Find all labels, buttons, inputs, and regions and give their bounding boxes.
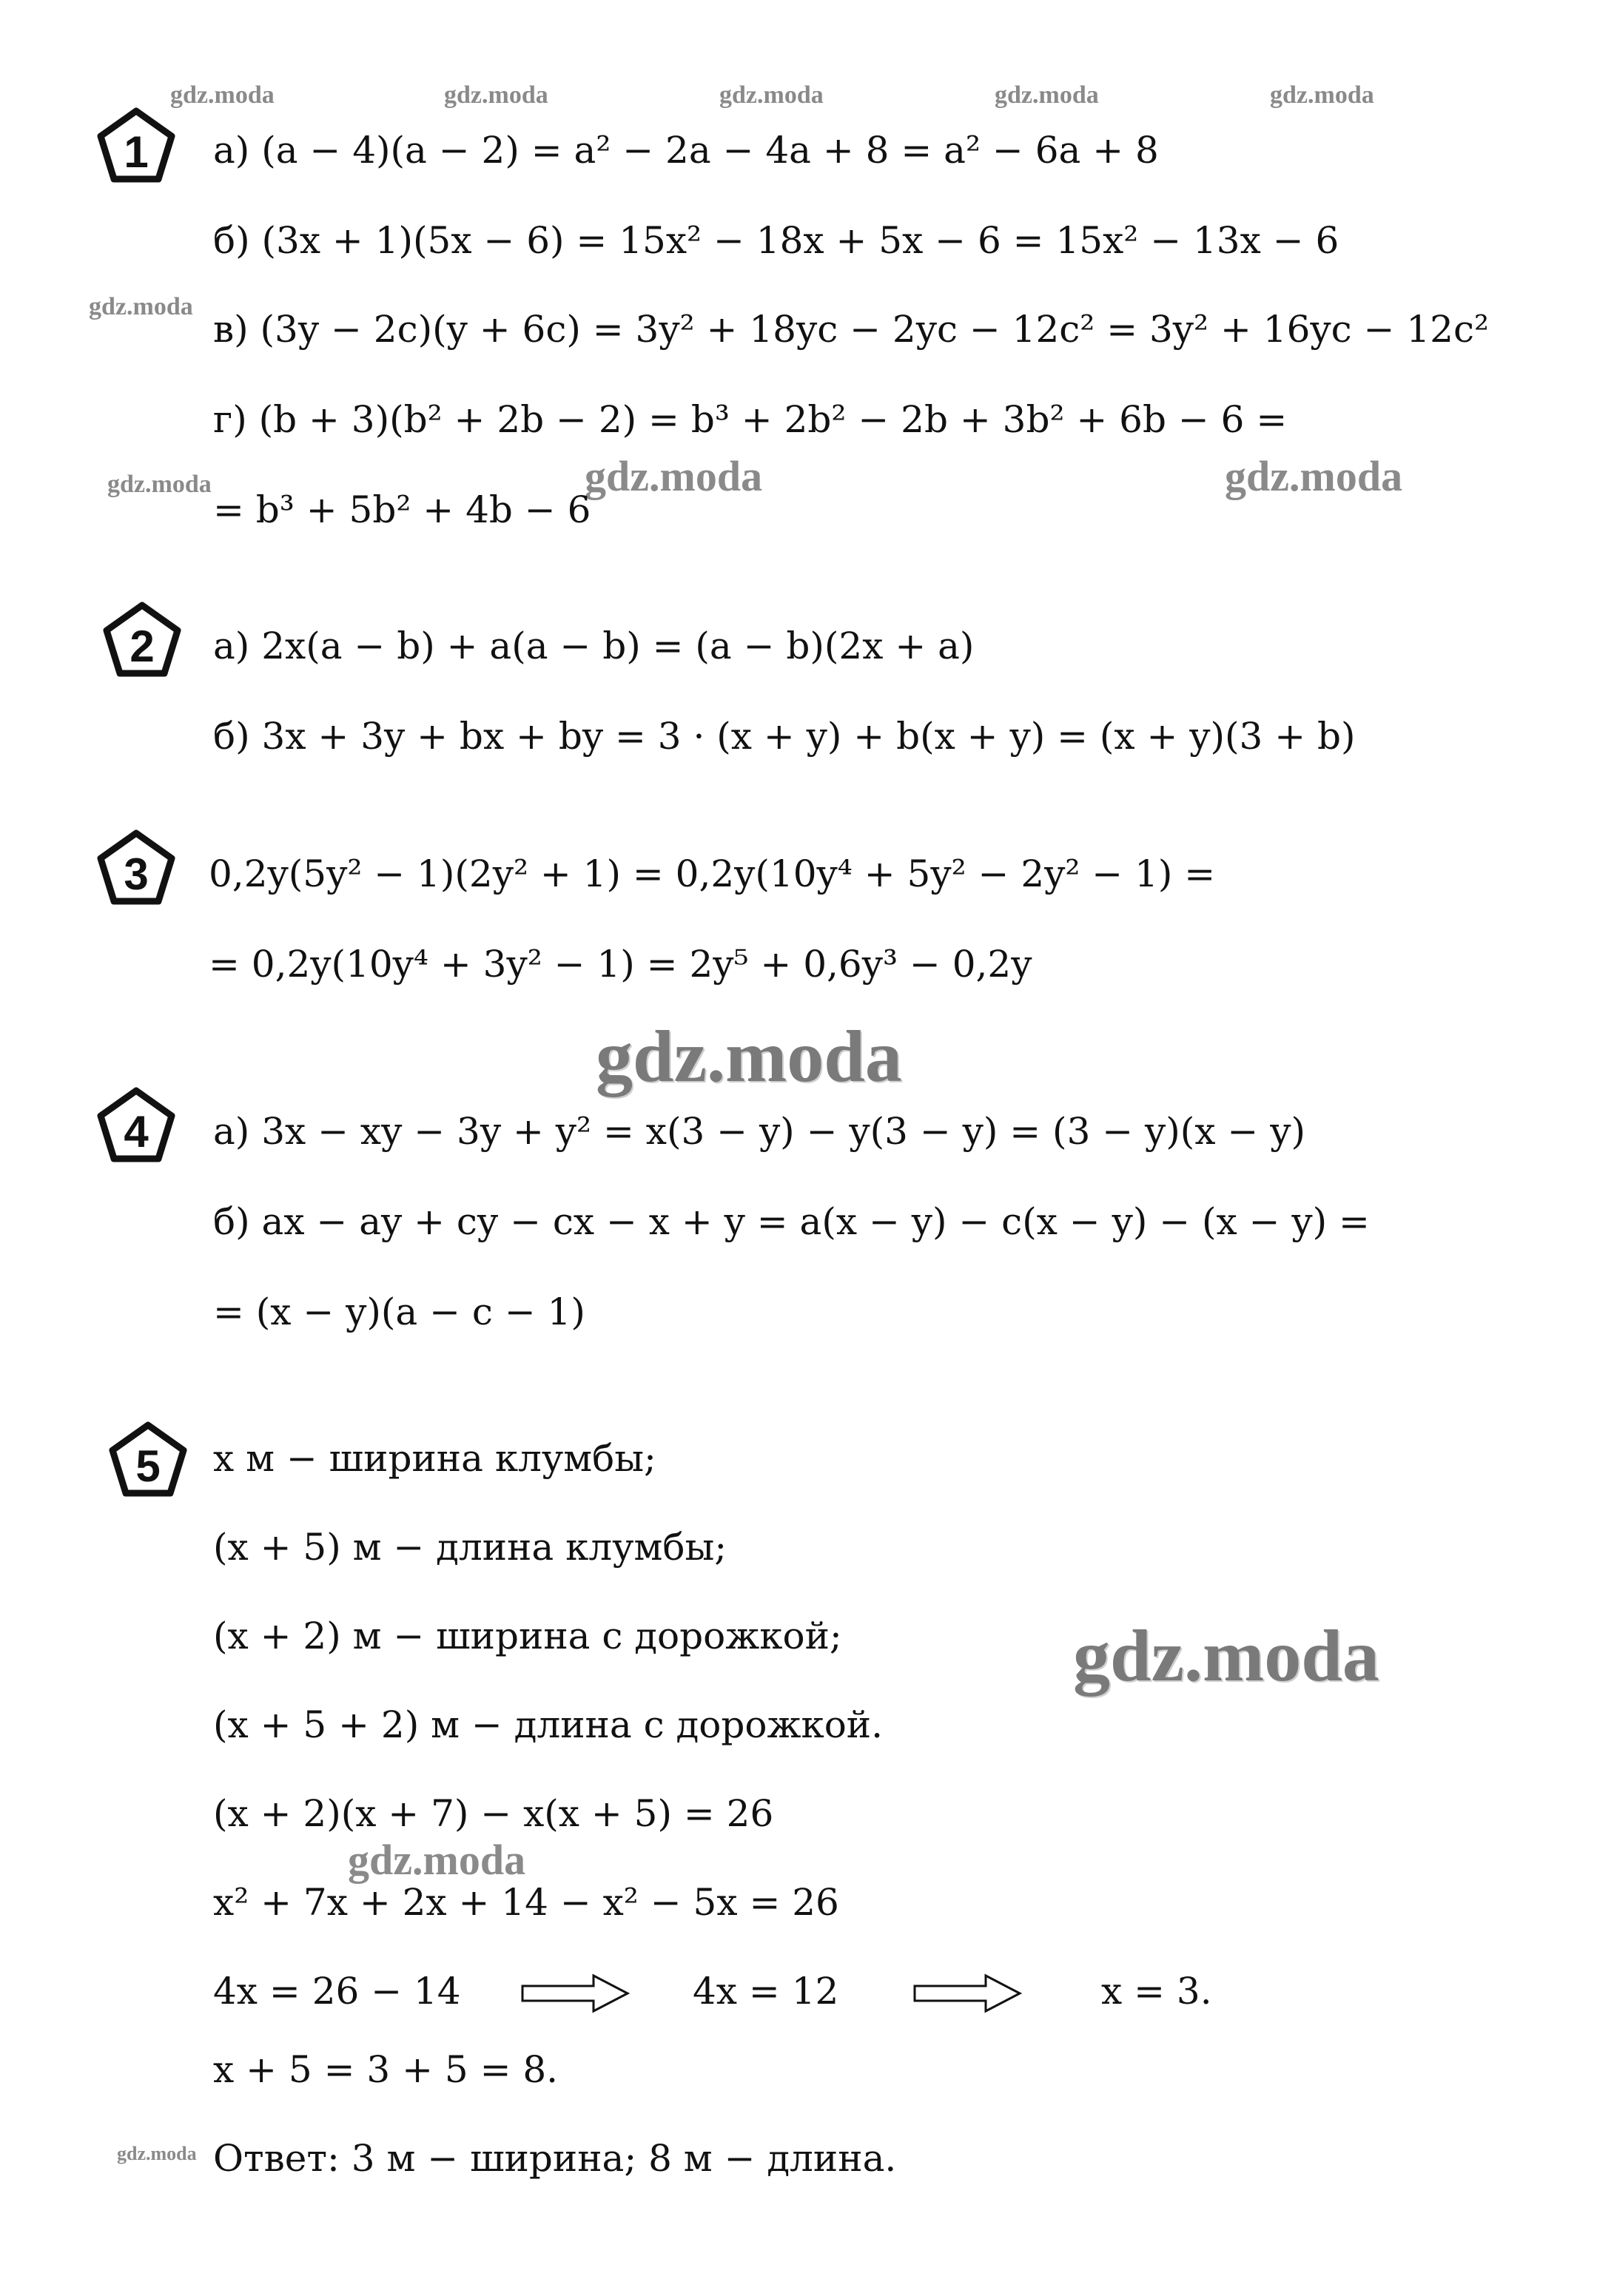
solution-line: г) (b + 3)(b² + 2b − 2) = b³ + 2b² − 2b + 3b² + 6b − 6 = [213,398,1288,441]
watermark: gdz.moda [444,81,548,109]
solution-line: = (x − y)(a − c − 1) [213,1290,585,1333]
solution-step: x = 3. [1101,1970,1212,2013]
solution-line: = b³ + 5b² + 4b − 6 [213,488,591,531]
watermark: gdz.moda [107,471,212,498]
watermark: gdz.moda [1073,1615,1379,1697]
watermark: gdz.moda [117,2143,197,2164]
watermark: gdz.moda [348,1836,526,1884]
pentagon-icon [101,599,184,679]
solution-line: а) 3x − xy − 3y + y² = x(3 − y) − y(3 − y) = (3 − y)(x − y) [213,1110,1305,1153]
svg-text:3: 3 [124,849,149,899]
watermark: gdz.moda [995,81,1099,109]
solution-line: 0,2y(5y² − 1)(2y² + 1) = 0,2y(10y⁴ + 5y² − 2y² − 1) = [209,852,1216,895]
pentagon-icon [107,1419,189,1499]
pentagon-icon [95,827,178,907]
solution-line: (x + 2) м − ширина с дорожкой; [213,1615,842,1657]
problem-number-badge [107,1419,189,1499]
solution-step: 4x = 26 − 14 [213,1970,461,2013]
solution-line: б) 3x + 3y + bx + by = 3 · (x + y) + b(x + y) = (x + y)(3 + b) [213,715,1356,758]
watermark: gdz.moda [719,81,824,109]
pentagon-icon [95,105,178,185]
problem-number-badge [95,105,178,185]
solution-line: б) ax − ay + cy − cx − x + y = a(x − y) − c(x − y) − (x − y) = [213,1200,1370,1243]
svg-text:2: 2 [130,622,155,671]
solution-line: x² + 7x + 2x + 14 − x² − 5x = 26 [213,1881,839,1924]
svg-text:1: 1 [124,127,149,177]
problem-number-badge [101,599,184,679]
solution-line: (x + 5) м − длина клумбы; [213,1526,727,1569]
solution-line: в) (3y − 2c)(y + 6c) = 3y² + 18yc − 2yc − 12c² = 3y² + 16yc − 12c² [213,308,1489,351]
solution-line: = 0,2y(10y⁴ + 3y² − 1) = 2y⁵ + 0,6y³ − 0,2y [209,943,1032,986]
watermark: gdz.moda [170,81,275,109]
solution-line: а) 2x(a − b) + a(a − b) = (a − b)(2x + a) [213,625,975,667]
solution-line: а) (a − 4)(a − 2) = a² − 2a − 4a + 8 = a² − 6a + 8 [213,129,1159,172]
solution-line: (x + 2)(x + 7) − x(x + 5) = 26 [213,1792,774,1835]
watermark: gdz.moda [1270,81,1374,109]
right-arrow-icon [520,1971,631,2016]
watermark: gdz.moda [1225,452,1403,500]
svg-text:4: 4 [124,1107,149,1157]
problem-number-badge [95,1085,178,1165]
pentagon-icon [95,1085,178,1165]
solution-line: б) (3x + 1)(5x − 6) = 15x² − 18x + 5x − 6 = 15x² − 13x − 6 [213,219,1339,262]
watermark: gdz.moda [585,452,763,500]
right-arrow-icon [912,1971,1023,2016]
solution-step: 4x = 12 [693,1970,839,2013]
solution-line: x м − ширина клумбы; [213,1437,656,1480]
problem-number-badge [95,827,178,907]
watermark: gdz.moda [596,1015,902,1097]
svg-text:5: 5 [135,1441,161,1491]
watermark: gdz.moda [89,293,193,320]
answer-line: Ответ: 3 м − ширина; 8 м − длина. [213,2137,897,2180]
solution-line: x + 5 = 3 + 5 = 8. [213,2048,559,2091]
solution-line: (x + 5 + 2) м − длина с дорожкой. [213,1703,884,1746]
